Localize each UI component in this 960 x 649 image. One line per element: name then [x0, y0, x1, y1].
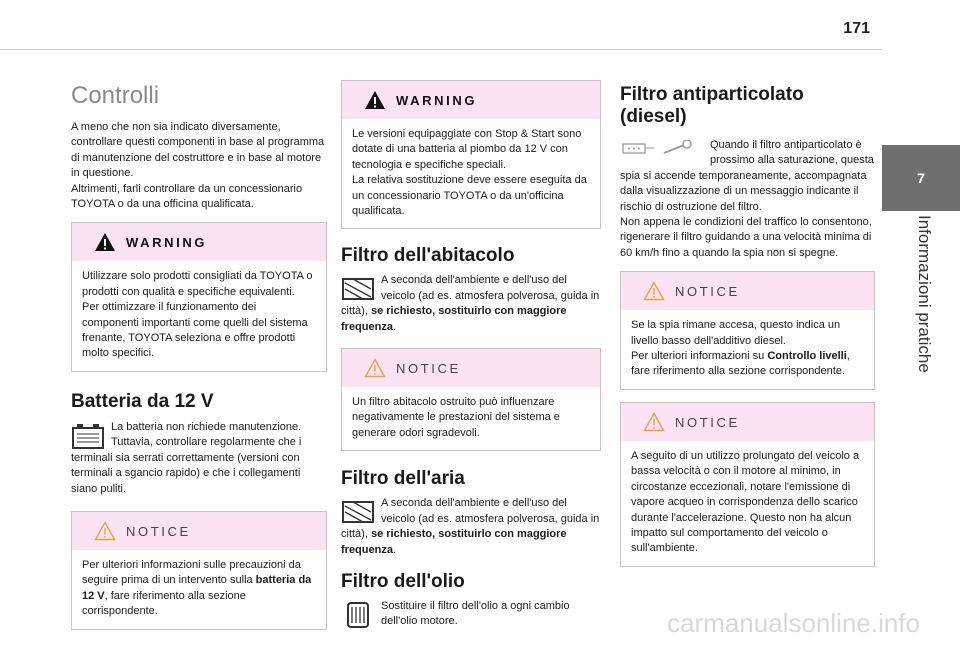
cabin-filter-text: [341, 273, 601, 335]
warning-text: Utilizzare solo prodotti consigliati da TOYOTA o prodotti con qualità e specifiche equivalenti. Per ottimizzare il funzionamento dei componenti importanti come quelli del sistema frenante, TOYOTA seleziona e offre prodotti molto specifici.: [82, 270, 313, 360]
cabin-filter-heading: Filtro dell'abitacolo: [341, 245, 515, 267]
warning-box: [71, 222, 327, 371]
notice-header: [342, 349, 600, 387]
air-filter-text: [341, 496, 601, 558]
particulate-filter-icon: [620, 140, 656, 156]
notice-text-b: , fare riferimento alla sezione corrispondente.: [631, 350, 850, 378]
notice-text-a: Se la spia rimane accesa, questo indica un livello basso dell'additivo diesel. Per ulteriori informazioni su: [631, 319, 841, 363]
notice-text: Un filtro abitacolo ostruito può influenzare negativamente le prestazioni del sistema e generare odori sgradevoli.: [352, 396, 560, 439]
cabin-filter-bold: se richiesto, sostituirlo con maggiore frequenza: [341, 305, 567, 333]
notice-label: NOTICE: [126, 523, 191, 539]
air-filter-heading: Filtro dell'aria: [341, 468, 465, 490]
warning-label: WARNING: [126, 235, 208, 251]
oil-filter-heading: Filtro dell'olio: [341, 570, 465, 592]
battery-text: La batteria non richiede manutenzione. Tuttavia, controllare regolarmente che i terminali sia serrati correttamente (versioni con terminali a sgancio rapido) e che i collegamenti siano puliti.: [71, 420, 302, 495]
dpf-text: Quando il filtro antiparticolato è prossimo alla saturazione, questa spia si accende temporaneamente, accompagnata dalla visualizzazione di un messaggio indicante il rischio di ostruzione del filtro. Non appena le condizioni del traffico lo consentono, rigenerare il filtro guidando a una velocità minima di 60 km/h fino a quando la spia non si spegne.: [620, 139, 874, 259]
intro-text: A meno che non sia indicato diversamente, controllare questi componenti in base al programma di manutenzione del costruttore e in base al motore in questione. Altrimenti, farli controllare da un concessionario TOYOTA o da una officina qualificata.: [71, 121, 325, 211]
air-filter-icon: [341, 498, 375, 526]
notice-box-cabin: [341, 348, 601, 451]
notice-text-a: Per ulteriori informazioni sulle precauzioni da seguire prima di un intervento sulla: [82, 558, 301, 587]
cabin-filter-icon: [341, 275, 375, 303]
dpf-heading: Filtro antiparticolato (diesel): [620, 84, 804, 127]
chapter-title: Informazioni pratiche: [915, 215, 934, 373]
warning-triangle-icon: [364, 90, 386, 110]
dpf-icons: [620, 140, 702, 158]
notice-link-levels: Controllo livelli: [767, 350, 847, 363]
warning-label: WARNING: [396, 93, 478, 108]
notice-header: [72, 512, 326, 550]
page-number: 171: [843, 20, 870, 37]
air-filter-end: .: [392, 543, 397, 556]
notice-box-battery: [71, 511, 327, 630]
wrench-icon: [660, 140, 696, 156]
notice-text: A seguito di un utilizzo prolungato del veicolo a bassa velocità o con il motore al minimo, in circostanze eccezionali, notare l'emissione di vapore acqueo in corrispondenza dello scarico durante l'accelerazione. Questo non ha alcun impatto sul comportamento del veicolo o sull'ambiente.: [631, 449, 860, 555]
chapter-number: 7: [917, 170, 925, 186]
column-2: [341, 80, 601, 630]
watermark: carmanualsonline.info: [667, 608, 920, 638]
notice-box-vapour: [620, 402, 875, 567]
warning-header: [342, 81, 600, 119]
notice-triangle-icon: [94, 521, 116, 541]
notice-label: NOTICE: [675, 284, 740, 300]
warning-header: [72, 223, 326, 261]
chapter-title-vertical: [882, 215, 960, 415]
notice-triangle-icon: [643, 412, 665, 432]
cabin-filter-end: .: [392, 320, 397, 333]
battery-heading: Batteria da 12 V: [71, 390, 214, 412]
notice-triangle-icon: [643, 281, 665, 301]
notice-header: [621, 272, 874, 310]
cabin-filter-text-a: A seconda dell'ambiente e dell'uso del veicolo (ad es. atmosfera polverosa, guida in città),: [341, 274, 600, 318]
warning-text: Le versioni equipaggiate con Stop & Start sono dotate di una batteria al piombo da 12 V con tecnologia e specifiche speciali. La relativa sostituzione deve essere eseguita da un concessionario TOYOTA o da un'officina qualificata.: [352, 128, 587, 218]
notice-link-battery: batteria da 12 V: [82, 574, 312, 602]
warning-triangle-icon: [94, 232, 116, 252]
notice-label: NOTICE: [675, 414, 740, 430]
notice-header: [621, 403, 874, 441]
column-3: [620, 84, 875, 567]
air-filter-text-a: A seconda dell'ambiente e dell'uso del veicolo (ad es. atmosfera polverosa, guida in città),: [341, 497, 600, 541]
notice-triangle-icon: [364, 358, 386, 378]
header-rule: [0, 49, 882, 50]
notice-box-levels: [620, 271, 875, 390]
notice-label: NOTICE: [396, 361, 461, 377]
oil-filter-text: Sostituire il filtro dell'olio a ogni cambio dell'olio motore.: [381, 599, 570, 628]
warning-box-stopstart: [341, 80, 601, 229]
oil-filter-icon: [341, 601, 375, 629]
battery-icon: [71, 422, 105, 450]
column-1: [71, 82, 327, 630]
notice-text-b: , fare riferimento alla sezione corrispondente.: [82, 589, 246, 618]
notice-text: [82, 558, 316, 620]
page-title: Controlli: [71, 82, 160, 109]
air-filter-bold: se richiesto, sostituirlo con maggiore frequenza: [341, 528, 567, 556]
notice-text: [631, 318, 864, 380]
chapter-tab[interactable]: [882, 145, 960, 211]
